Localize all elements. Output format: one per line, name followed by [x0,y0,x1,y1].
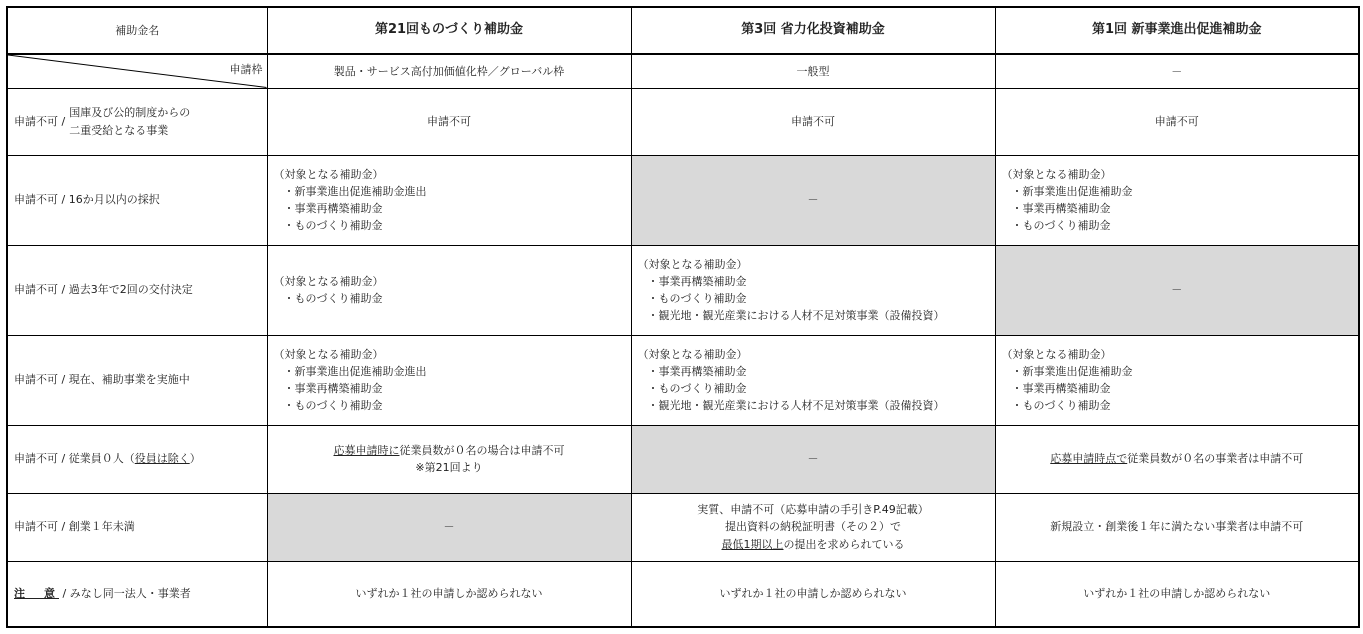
list-item: ・ものづくり補助金 [1011,219,1111,233]
list-item: ・ものづくり補助金 [283,219,383,233]
target-head: （対象となる補助金） [637,347,748,361]
current-monozukuri [267,335,631,425]
label-zero-employees [7,425,267,493]
header-subsidy-name: 補助金名 [7,7,267,54]
row-related-entity [7,561,1359,627]
list-item: ・事業再構築補助金 [647,274,747,288]
zero-employees-shoryokuka: － [631,425,995,493]
three-years-shoryokuka [631,245,995,335]
frame-shoryokuka: 一般型 [631,54,995,88]
list-item: ・新事業進出促進補助金進出 [283,364,427,378]
underlined-text: 応募申請時点で [1050,452,1128,466]
label-double-receipt [7,88,267,155]
label-line-1: 国庫及び公的制度からの [69,106,191,120]
label-16-months: 申請不可 / 16か月以内の採択 [7,155,267,245]
row-3-years [7,245,1359,335]
list-item: ・ものづくり補助金 [283,399,383,413]
list-item: ・新事業進出促進補助金 [1011,184,1133,198]
caution-label: 注 意 [14,587,59,601]
related-entity-shoryokuka: いずれか１社の申請しか認められない [631,561,995,627]
header-monozukuri[interactable]: 第21回ものづくり補助金 [267,7,631,54]
related-entity-shinjigyo: いずれか１社の申請しか認められない [995,561,1359,627]
label-text: 申請不可 / 従業員０人（ [14,452,135,466]
label-text-end: ） [189,452,201,466]
target-head: （対象となる補助金） [273,274,384,288]
double-receipt-monozukuri: 申請不可 [267,88,631,155]
list-item: ・事業再構築補助金 [1011,202,1111,215]
list-item: ・ものづくり補助金 [1011,399,1111,413]
target-head: （対象となる補助金） [1001,347,1112,361]
row-16-months [7,155,1359,245]
body-line: 実質、申請不可（応募申請の手引きP.49記載） [697,503,929,517]
list-item: ・観光地・観光産業における人材不足対策事業（設備投資） [647,309,945,323]
zero-employees-shinjigyo [995,425,1359,493]
note-text: ※第21回より [415,461,483,474]
frame-monozukuri: 製品・サービス高付加価値化枠／グローバル枠 [267,54,631,88]
list-item: ・事業再構築補助金 [283,382,383,395]
body-text: 従業員数が０名の事業者は申請不可 [1127,452,1304,466]
row-founding [7,493,1359,561]
label-current: 申請不可 / 現在、補助事業を実施中 [7,335,267,425]
comparison-sheet [6,6,1360,628]
header-shinjigyo[interactable]: 第1回 新事業進出促進補助金 [995,7,1359,54]
target-head: （対象となる補助金） [273,167,384,181]
related-entity-monozukuri: いずれか１社の申請しか認められない [267,561,631,627]
label-underlined: 役員は除く [134,452,190,466]
list-item: ・観光地・観光産業における人材不足対策事業（設備投資） [647,399,945,413]
underlined-text: 応募申請時に [333,443,400,457]
header-row [7,7,1359,54]
row-zero-employees [7,425,1359,493]
frame-label: 申請枠 [229,63,263,76]
zero-employees-monozukuri [267,425,631,493]
list-item: ・ものづくり補助金 [283,292,383,305]
three-years-monozukuri [267,245,631,335]
three-years-shinjigyo: － [995,245,1359,335]
body-text: の提出を求められている [783,537,905,551]
current-shoryokuka [631,335,995,425]
row-double-receipt [7,88,1359,155]
target-head: （対象となる補助金） [637,257,748,271]
current-shinjigyo [995,335,1359,425]
label-related-entity [7,561,267,627]
label-prefix: 申請不可 / [14,114,66,128]
body-line: 提出資料の納税証明書（その２）で [725,520,901,534]
header-shoryokuka[interactable]: 第3回 省力化投資補助金 [631,7,995,54]
double-receipt-shoryokuka: 申請不可 [631,88,995,155]
sixteen-months-monozukuri [267,155,631,245]
double-receipt-shinjigyo: 申請不可 [995,88,1359,155]
underlined-text: 最低1期以上 [721,537,784,551]
label-text: / みなし同一法人・事業者 [59,587,191,601]
target-head: （対象となる補助金） [1001,167,1112,181]
founding-shinjigyo: 新規設立・創業後１年に満たない事業者は申請不可 [995,493,1359,561]
list-item: ・事業再構築補助金 [647,364,747,378]
label-founding: 申請不可 / 創業１年未満 [7,493,267,561]
list-item: ・事業再構築補助金 [1011,382,1111,395]
label-line-2: 二重受給となる事業 [69,123,169,137]
frame-shinjigyo: － [995,54,1359,88]
founding-shoryokuka [631,493,995,561]
list-item: ・新事業進出促進補助金 [1011,364,1133,378]
frame-label-cell [7,54,267,88]
sixteen-months-shinjigyo [995,155,1359,245]
diagonal-line [8,55,267,88]
label-3-years: 申請不可 / 過去3年で2回の交付決定 [7,245,267,335]
frame-row [7,54,1359,88]
row-current [7,335,1359,425]
sixteen-months-shoryokuka: － [631,155,995,245]
target-head: （対象となる補助金） [273,347,384,361]
list-item: ・事業再構築補助金 [283,202,383,215]
founding-monozukuri: － [267,493,631,561]
list-item: ・ものづくり補助金 [647,292,747,305]
list-item: ・ものづくり補助金 [647,382,747,395]
list-item: ・新事業進出促進補助金進出 [283,184,427,198]
body-text: 従業員数が０名の場合は申請不可 [399,443,565,457]
subsidy-comparison-table [6,6,1360,628]
